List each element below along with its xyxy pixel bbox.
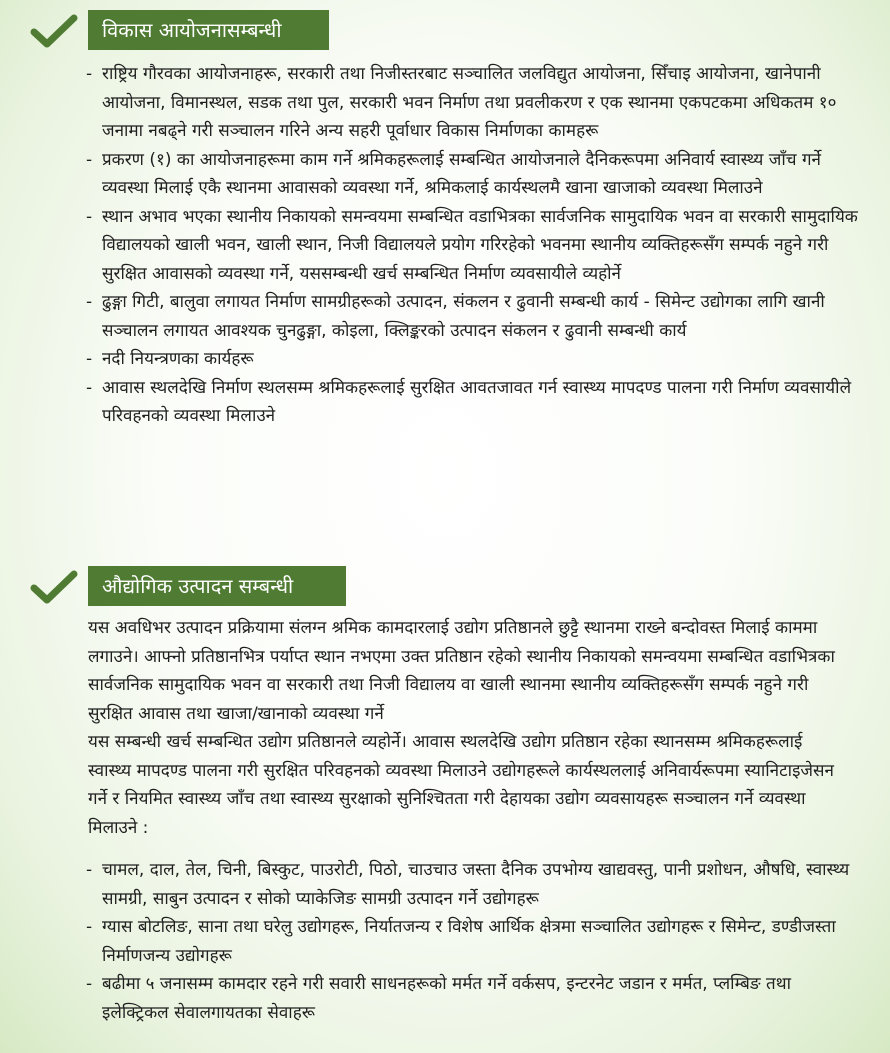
paragraph: यस सम्बन्धी खर्च सम्बन्धित उद्योग प्रतिष्ठानले व्यहोर्ने। आवास स्थलदेखि उद्योग प्रतिष्ठान रहेका स्थानसम्म श्रमिकहरूलाई स्वास्थ्य मापदण्ड पालना गरी सुरक्षित परिवहनको व्यवस्था मिलाउने उद्योगहरूले कार्यस्थललाई अनिवार्यरूपमा स्यानिटाइजेसन गर्ने र नियमित स्वास्थ्य जाँच तथा स्वास्थ्य सुरक्षाको सुनिश्चितता गरी देहायका उद्योग व्यवसायहरू सञ्चालन गर्ने व्यवस्था मिलाउने : <box>88 732 834 838</box>
paragraph: यस अवधिभर उत्पादन प्रक्रियामा संलग्न श्रमिक कामदारलाई उद्योग प्रतिष्ठानले छुट्टै स्थानमा राख्ने बन्दोवस्त मिलाई काममा लगाउने। आफ्नो प्रतिष्ठानभित्र पर्याप्त स्थान नभएमा उक्त प्रतिष्ठान रहेको स्थानीय निकायको समन्वयमा सम्बन्धित वडाभित्रका सार्वजनिक सामुदायिक भवन वा सरकारी तथा निजी विद्यालय वा खाली स्थानमा स्थानीय व्यक्तिहरूसँग सम्पर्क नहुने गरी सुरक्षित आवास तथा खाजा/खानाको व्यवस्था गर्ने <box>88 618 835 724</box>
bullet-list <box>0 856 890 1027</box>
section-development-projects <box>0 10 890 431</box>
list-item: - बढीमा ५ जनासम्म कामदार रहने गरी सवारी साधनहरूको मर्मत गर्ने वर्कसप, इन्टरनेट जडान र मर्मत, प्लम्बिङ तथा इलेक्ट्रिकल सेवालगायतका सेवाहरू <box>0 970 890 1027</box>
bullet-list <box>0 60 890 431</box>
check-icon <box>30 14 78 48</box>
list-item: - चामल, दाल, तेल, चिनी, बिस्कुट, पाउरोटी, पिठो, चाउचाउ जस्ता दैनिक उपभोग्य खाद्यवस्तु, पानी प्रशोधन, औषधि, स्वास्थ्य सामग्री, साबुन उत्पादन र सोको प्याकेजिङ सामग्री उत्पादन गर्ने उद्योगहरू <box>0 856 890 913</box>
list-item: - राष्ट्रिय गौरवका आयोजनाहरू, सरकारी तथा निजीस्तरबाट सञ्चालित जलविद्युत आयोजना, सिँचाइ आयोजना, खानेपानी आयोजना, विमानस्थल, सडक तथा पुल, सरकारी भवन निर्माण तथा प्रवलीकरण र एक स्थानमा एकपटकमा अधिकतम १० जनामा नबढ्ने गरी सञ्चालन गरिने अन्य सहरी पूर्वाधार विकास निर्माणका कामहरू <box>0 60 890 146</box>
list-item: - नदी नियन्त्रणका कार्यहरू <box>0 345 890 374</box>
section-heading-row <box>0 566 890 606</box>
list-item: - स्थान अभाव भएका स्थानीय निकायको समन्वयमा सम्बन्धित वडाभित्रका सार्वजनिक सामुदायिक भवन वा सरकारी सामुदायिक विद्यालयको खाली भवन, खाली स्थान, निजी विद्यालयले प्रयोग गरिरहेको भवनमा स्थानीय व्यक्तिहरूसँग सम्पर्क नहुने गरी सुरक्षित आवासको व्यवस्था गर्ने, यससम्बन्धी खर्च सम्बन्धित निर्माण व्यवसायीले व्यहोर्ने <box>0 203 890 289</box>
list-item: - ग्यास बोटलिङ, साना तथा घरेलु उद्योगहरू, निर्यातजन्य र विशेष आर्थिक क्षेत्रमा सञ्चालित उद्योगहरू र सिमेन्ट, डण्डीजस्ता निर्माणजन्य उद्योगहरू <box>0 913 890 970</box>
section-heading: औद्योगिक उत्पादन सम्बन्धी <box>88 566 346 606</box>
check-icon <box>30 570 78 604</box>
section-heading: विकास आयोजनासम्बन्धी <box>88 10 329 50</box>
section-industrial-production <box>0 566 890 1027</box>
list-item: - ढुङ्गा गिटी, बालुवा लगायत निर्माण सामग्रीहरूको उत्पादन, संकलन र ढुवानी सम्बन्धी कार्य - सिमेन्ट उद्योगका लागि खानी सञ्चालन लगायत आवश्यक चुनढुङ्गा, कोइला, क्लिङ्करको उत्पादन संकलन र ढुवानी सम्बन्धी कार्य <box>0 288 890 345</box>
section-heading-row <box>0 10 890 50</box>
list-item: - प्रकरण (१) का आयोजनाहरूमा काम गर्ने श्रमिकहरूलाई सम्बन्धित आयोजनाले दैनिकरूपमा अनिवार्य स्वास्थ्य जाँच गर्ने व्यवस्था मिलाई एकै स्थानमा आवासको व्यवस्था गर्ने, श्रमिकलाई कार्यस्थलमै खाना खाजाको व्यवस्था मिलाउने <box>0 146 890 203</box>
list-item: - आवास स्थलदेखि निर्माण स्थलसम्म श्रमिकहरूलाई सुरक्षित आवतजावत गर्न स्वास्थ्य मापदण्ड पालना गरी निर्माण व्यवसायीले परिवहनको व्यवस्था मिलाउने <box>0 374 890 431</box>
